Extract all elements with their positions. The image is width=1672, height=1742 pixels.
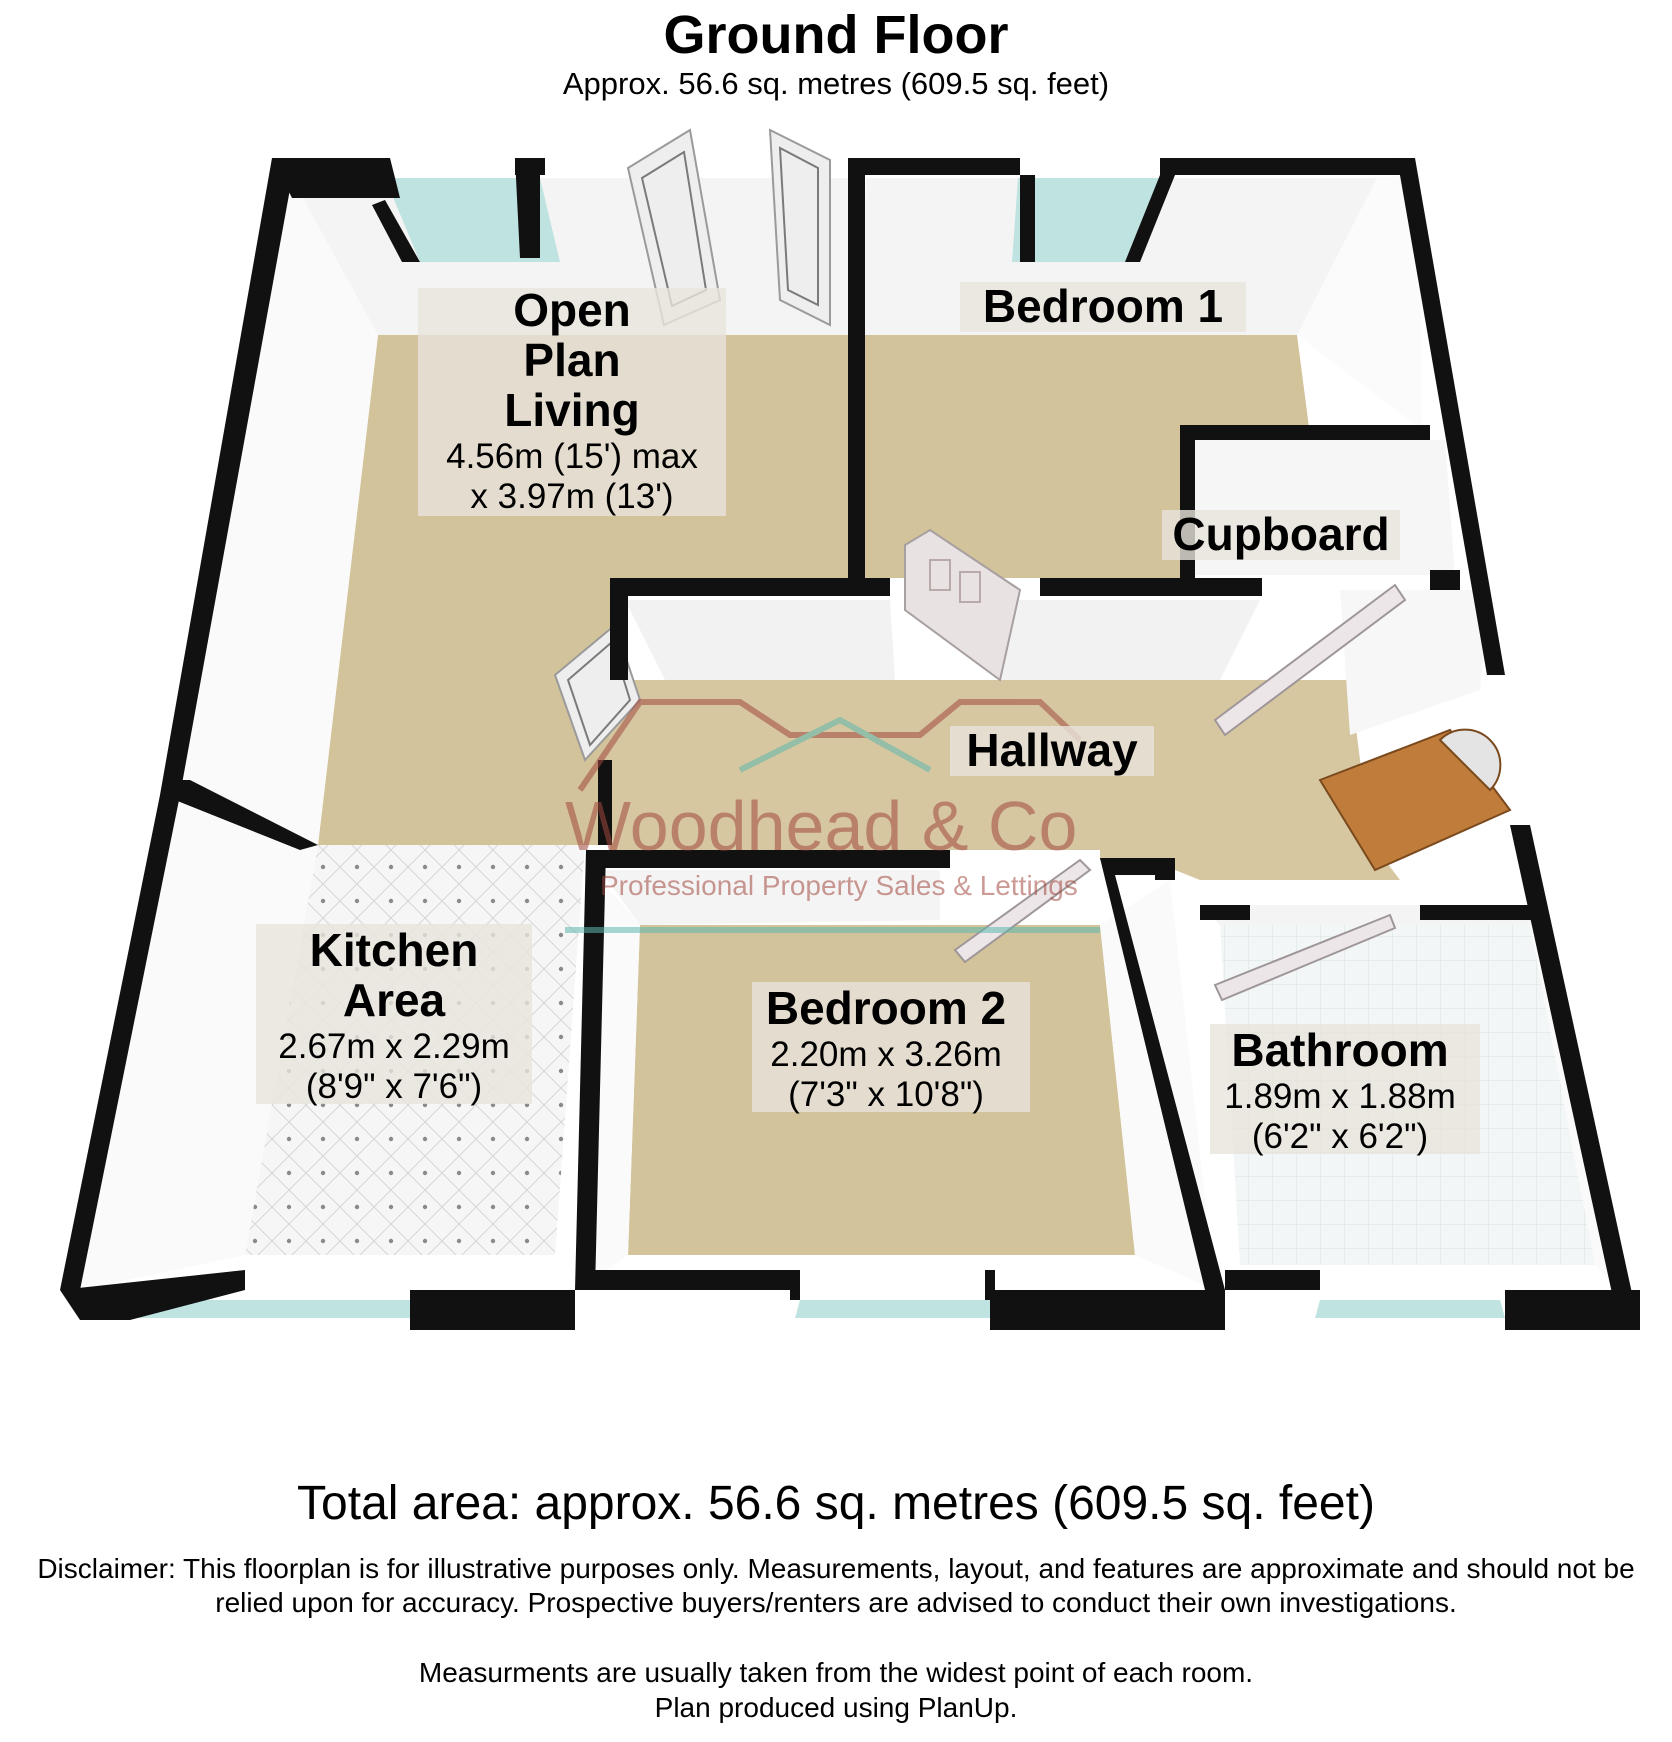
bathroom-dim2: (6'2" x 6'2") xyxy=(1251,1117,1429,1156)
label-kitchen xyxy=(256,924,532,1106)
notes xyxy=(0,1655,1672,1725)
living-name-line3: Living xyxy=(504,384,640,436)
label-cupboard xyxy=(1162,508,1400,560)
bedroom1-name: Bedroom 1 xyxy=(982,280,1224,332)
living-dim1: 4.56m (15') max xyxy=(446,437,698,476)
label-bedroom1 xyxy=(960,280,1246,332)
bathroom-name: Bathroom xyxy=(1231,1024,1449,1076)
hall-back-wall-face-2 xyxy=(1000,600,1260,680)
disclaimer: Disclaimer: This floorplan is for illustrative purposes only. Measurements, layout, and features are approximate and should not be relied upon for accuracy. Prospective buyers/renters are advised to conduct their own investigations. xyxy=(37,1553,1635,1618)
floor-title: Ground Floor xyxy=(663,5,1009,65)
bathroom-dim1: 1.89m x 1.88m xyxy=(1224,1077,1456,1116)
label-bathroom xyxy=(1210,1024,1480,1156)
hallway-name: Hallway xyxy=(966,724,1138,776)
kitchen-dim2: (8'9" x 7'6") xyxy=(305,1067,483,1106)
cupboard-name: Cupboard xyxy=(1172,508,1390,560)
label-hallway xyxy=(950,724,1154,776)
kitchen-name-line2: Area xyxy=(342,974,446,1026)
kitchen-name-line1: Kitchen xyxy=(309,924,479,976)
watermark-brand: Woodhead & Co xyxy=(565,787,1078,865)
kitchen-dim1: 2.67m x 2.29m xyxy=(278,1027,510,1066)
floor-area-subtitle: Approx. 56.6 sq. metres (609.5 sq. feet) xyxy=(562,66,1110,101)
label-bedroom2 xyxy=(752,982,1030,1114)
living-dim2: x 3.97m (13') xyxy=(470,477,674,516)
bedroom2-name: Bedroom 2 xyxy=(765,982,1007,1034)
living-name-line2: Plan xyxy=(523,334,621,386)
bedroom2-dim2: (7'3" x 10'8") xyxy=(788,1075,984,1114)
bathroom-window xyxy=(1315,1300,1505,1318)
measurement-note: Measurments are usually taken from the widest point of each room. xyxy=(418,1657,1254,1688)
label-living xyxy=(418,284,726,516)
bedroom2-window xyxy=(795,1300,995,1318)
bedroom2-dim1: 2.20m x 3.26m xyxy=(770,1035,1002,1074)
watermark-tagline: Professional Property Sales & Lettings xyxy=(600,870,1078,901)
total-area: Total area: approx. 56.6 sq. metres (609.5 sq. feet) xyxy=(297,1477,1375,1530)
plan-credit: Plan produced using PlanUp. xyxy=(654,1692,1018,1723)
hall-back-wall-face xyxy=(625,600,895,680)
living-name-line1: Open xyxy=(513,284,631,336)
